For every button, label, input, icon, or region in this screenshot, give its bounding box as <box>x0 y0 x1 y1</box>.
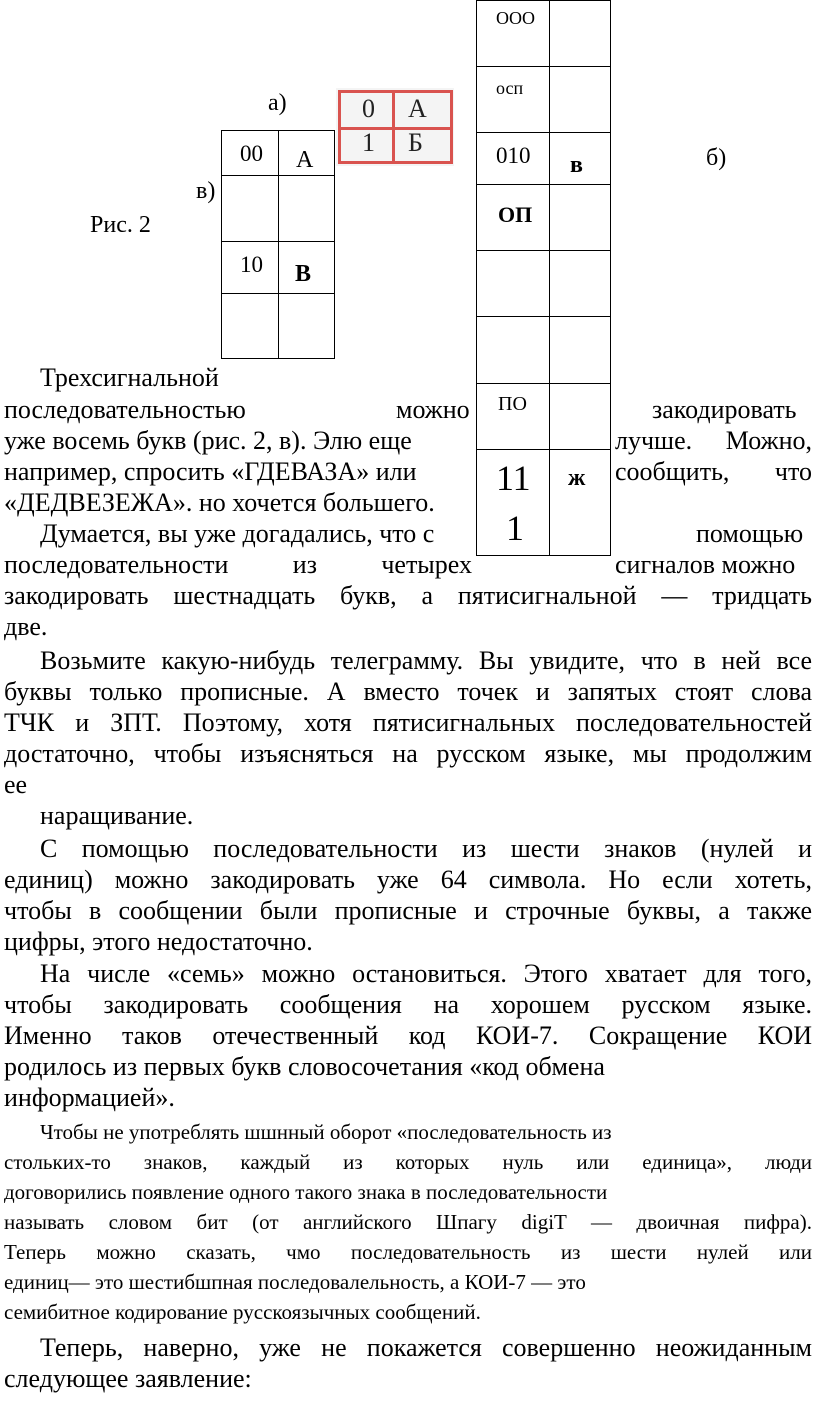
text-fragment: закодировать <box>652 395 797 424</box>
table-cell <box>549 316 611 384</box>
label-b: б) <box>706 145 727 171</box>
text-line: Чтобы не употреблять шшнный оборот «последовательность из <box>40 1120 612 1144</box>
label-a: а) <box>268 90 287 116</box>
table-cell <box>476 250 550 317</box>
text-line: информацией». <box>4 1083 175 1112</box>
text-line: называть словом бит (от английского Шпагу digiT — двоичная пифра). <box>4 1210 812 1234</box>
table-cell <box>549 66 611 133</box>
letter-cell: А <box>296 147 314 173</box>
table-cell <box>549 0 611 67</box>
table-cell <box>476 66 550 133</box>
text-line: Трехсигнальной <box>40 363 219 392</box>
letter-cell: Б <box>408 128 423 157</box>
text-line: Возьмите какую-нибудь телеграмму. Вы увидите, что в ней все <box>40 646 812 675</box>
text-line: На числе «семь» можно остановиться. Этого хватает для того, <box>40 959 812 988</box>
text-fragment: например, спросить «ГДЕВАЗА» или <box>4 457 417 486</box>
text-line <box>4 549 472 580</box>
label-v: в) <box>196 178 216 204</box>
table-cell <box>549 383 611 450</box>
code-cell: 00 <box>240 141 263 166</box>
code-cell: ООО <box>496 8 535 28</box>
table-cell <box>278 293 335 359</box>
text-fragment: помощью <box>696 519 804 548</box>
letter-cell: ж <box>568 465 586 491</box>
text-line: чтобы закодировать сообщения на хорошем русском языке. <box>4 990 812 1019</box>
text-line: семибитное кодирование русскоязычных сообщений. <box>4 1300 481 1324</box>
text-fragment: Думается, вы уже догадались, что с <box>40 519 435 548</box>
table-cell <box>221 175 279 242</box>
letter-cell: в <box>570 152 583 178</box>
table-cell <box>476 316 550 384</box>
code-cell: ПО <box>498 393 527 415</box>
figure-caption: Рис. 2 <box>90 212 151 238</box>
code-cell: 10 <box>240 252 263 277</box>
text-line: цифры, этого недостаточно. <box>4 927 313 956</box>
text-line: «ДЕДВЕЗЕЖА». но хочется большего. <box>4 488 435 517</box>
text-line: ТЧК и ЗПТ. Поэтому, хотя пятисигнальных последовательностей <box>4 708 812 737</box>
text-line: достаточно, чтобы изъясняться на русском языке, мы продолжим <box>4 739 812 768</box>
text-line: родилось из первых букв словосочетания «код обмена <box>4 1052 605 1081</box>
letter-cell: В <box>295 261 312 287</box>
table-cell <box>221 293 279 359</box>
code-cell: 0 <box>362 94 375 123</box>
text-line: закодировать шестнадцать букв, а пятисигнальной — тридцать <box>4 581 812 610</box>
code-cell: ОП <box>498 202 533 227</box>
table-cell <box>549 184 611 251</box>
code-cell: 11 <box>496 458 531 498</box>
letter-cell: А <box>408 94 427 123</box>
code-cell: 1 <box>506 508 524 548</box>
table-cell <box>549 250 611 317</box>
text-fragment: сообщить, <box>615 457 730 486</box>
code-cell: 010 <box>496 143 531 168</box>
text-fragment: можно <box>396 395 470 424</box>
text-line: чтобы в сообщении были прописные и строчные буквы, а также <box>4 896 812 925</box>
code-cell: осп <box>496 78 524 98</box>
text-line: ее <box>4 770 28 799</box>
text-fragment: Можно, <box>725 426 812 455</box>
text-line: следующее заявление: <box>4 1364 252 1393</box>
text-line: буквы только прописные. А вместо точек и запятых стоят слова <box>4 677 812 706</box>
text-fragment: последовательности <box>4 550 229 579</box>
table-cell <box>278 175 335 242</box>
text-line: Теперь, наверно, уже не покажется совершенно неожиданным <box>40 1333 812 1362</box>
text-line: единиц— это шестибшпная последовалельность, а КОИ-7 — это <box>4 1270 586 1294</box>
text-fragment: четырех <box>381 550 472 579</box>
text-line: договорились появление одного такого знака в последовательности <box>4 1180 608 1204</box>
code-cell: 1 <box>362 128 375 157</box>
text-fragment: из <box>292 550 317 579</box>
text-line: единиц) можно закодировать уже 64 символа. Но если хотеть, <box>4 865 812 894</box>
text-fragment: последовательностью <box>4 395 246 424</box>
text-fragment: что <box>774 457 812 486</box>
text-line: стольких-то знаков, каждый из которых нуль или единица», люди <box>4 1150 812 1174</box>
text-fragment: сигналов можно <box>615 550 796 579</box>
text-line <box>615 425 812 456</box>
text-line: С помощью последовательности из шести знаков (нулей и <box>40 834 812 863</box>
text-line <box>615 456 812 487</box>
text-line: две. <box>4 612 48 641</box>
text-line: Именно таков отечественный код КОИ-7. Сокращение КОИ <box>4 1021 812 1050</box>
text-line: наращивание. <box>40 801 194 830</box>
text-fragment: лучше. <box>615 426 693 455</box>
text-line: Теперь можно сказать, чмо последовательность из шести нулей или <box>4 1240 812 1264</box>
text-fragment: уже восемь букв (рис. 2, в). Элю еще <box>4 426 412 455</box>
